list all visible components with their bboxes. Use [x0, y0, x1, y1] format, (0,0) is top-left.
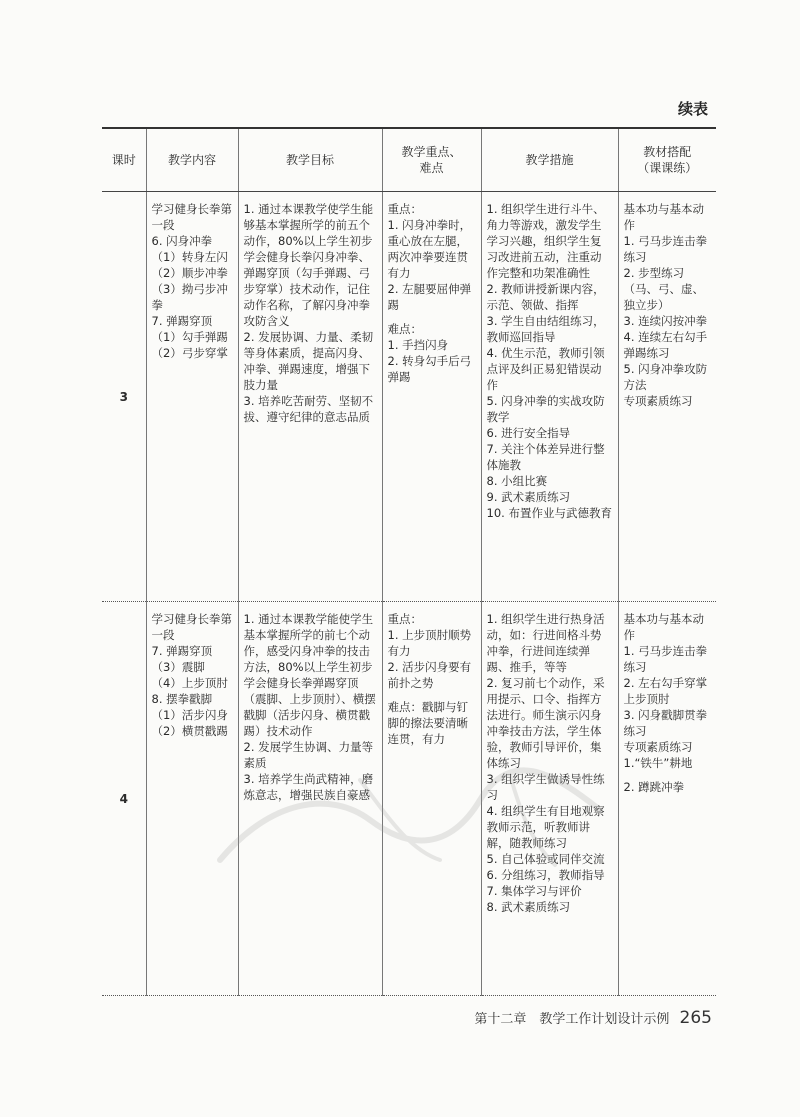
cell-line: （3）震脚	[151, 660, 205, 674]
cell-line: 3. 连续闪按冲拳	[623, 314, 708, 328]
header-measures: 教学措施	[481, 128, 618, 192]
header-content: 教学内容	[146, 128, 238, 192]
table-row	[102, 192, 716, 602]
cell-line: 难点：	[387, 322, 422, 336]
cell-line: 6. 闪身冲拳	[151, 234, 213, 248]
cell-line: （2）弓步穿掌	[151, 346, 228, 360]
cell-line: 9. 武术素质练习	[486, 490, 571, 504]
cell-line: 1. 闪身冲拳时，重心放在左腿，两次冲拳要连贯有力	[387, 218, 472, 280]
cell-line: 1. 组织学生进行热身活动，如：行进间格斗势冲拳，行进间连续弹踢、推手，等等	[486, 612, 605, 674]
cell-line: 4. 连续左右勾手弹踢练习	[623, 330, 708, 360]
cell-line: 8. 摆拳戳脚	[151, 692, 213, 706]
cell-line: 6. 进行安全指导	[486, 426, 571, 440]
cell-line: 2. 活步闪身要有前扑之势	[387, 660, 472, 690]
header-materials: 教材搭配 （课课练）	[618, 128, 716, 192]
teaching-plan-table	[102, 127, 716, 996]
cell-line	[388, 691, 476, 699]
cell-line: 3. 学生自由结组练习，教师巡回指导	[486, 314, 605, 344]
cell-line: 2. 左腿要屈伸弹踢	[387, 282, 472, 312]
cell-line: 2. 步型练习（马、弓、虚、独立步）	[623, 266, 704, 312]
header-key-points: 教学重点、 难点	[382, 128, 481, 192]
cell-line: 5. 闪身冲拳攻防方法	[623, 362, 708, 392]
chapter-title: 第十二章 教学工作计划设计示例	[474, 1012, 670, 1027]
materials-cell	[618, 602, 716, 996]
cell-line: 5. 自己体验或同伴交流	[486, 852, 605, 866]
cell-line: 2. 教师讲授新课内容，示范、领做、指挥	[486, 282, 605, 312]
goal-cell	[238, 192, 382, 602]
cell-line: 重点：	[387, 612, 422, 626]
cell-line: 7. 集体学习与评价	[486, 884, 582, 898]
header-goal: 教学目标	[238, 128, 382, 192]
cell-line: （4）上步顶肘	[151, 676, 228, 690]
cell-line: 2. 转身勾手后弓弹踢	[387, 354, 472, 384]
table-row	[102, 602, 716, 996]
cell-line: （1）勾手弹踢	[151, 330, 228, 344]
header-lesson: 课时	[102, 128, 146, 192]
cell-line: 学习健身长拳第一段	[151, 612, 232, 642]
cell-line: （2）横贯戳踢	[151, 724, 228, 738]
cell-line: 1. 上步顶肘顺势有力	[387, 628, 472, 658]
cell-line: 1. 弓马步连击拳练习	[623, 644, 708, 674]
cell-line: 5. 闪身冲拳的实战攻防教学	[486, 394, 605, 424]
cell-line: 4. 组织学生有目地观察教师示范，听教师讲解，随教师练习	[486, 804, 605, 850]
cell-line: 1. 通过本课教学能使学生基本掌握所学的前七个动作，感受闪身冲拳的技击方法，80%以上学生初步学会健身长拳弹踢穿顶（震脚、上步顶肘）、横摆戳脚（活步闪身、横贯戳踢）技术动作	[243, 612, 376, 738]
cell-line: （1）转身左闪	[151, 250, 228, 264]
lesson-number: 4	[102, 602, 146, 996]
cell-line: 4. 优生示范，教师引领点评及纠正易犯错误动作	[486, 346, 605, 392]
cell-line: 1.“铁牛”耕地	[623, 756, 693, 770]
cell-line: 3. 闪身戳脚贯拳练习	[623, 708, 708, 738]
content-cell	[146, 192, 238, 602]
cell-line: （1）活步闪身	[151, 708, 228, 722]
cell-line: 学习健身长拳第一段	[151, 202, 232, 232]
cell-line: 8. 武术素质练习	[486, 900, 571, 914]
key-points-cell	[382, 192, 481, 602]
cell-line: 3. 培养吃苦耐劳、坚韧不拔、遵守纪律的意志品质	[243, 394, 374, 424]
cell-line: 1. 手挡闪身	[387, 338, 449, 352]
cell-line: 2. 蹲跳冲拳	[623, 780, 685, 794]
cell-line: 2. 发展学生协调、力量等素质	[243, 740, 374, 770]
cell-line: 1. 通过本课教学使学生能够基本掌握所学的前五个动作，80%以上学生初步学会健身长拳闪身冲拳、弹踢穿顶（勾手弹踢、弓步穿掌）技术动作，记住动作名称，了解闪身冲拳攻防含义	[243, 202, 374, 328]
cell-line	[624, 771, 712, 779]
cell-line: （2）顺步冲拳	[151, 266, 228, 280]
cell-line: 7. 关注个体差异进行整体施教	[486, 442, 605, 472]
cell-line: 难点：戳脚与钉脚的擦法要清晰连贯，有力	[387, 700, 468, 746]
cell-line: 1. 弓马步连击拳练习	[623, 234, 708, 264]
cell-line: （3）拗弓步冲拳	[151, 282, 228, 312]
cell-line: 6. 分组练习，教师指导	[486, 868, 605, 882]
cell-line: 3. 组织学生做诱导性练习	[486, 772, 605, 802]
cell-line: 3. 培养学生尚武精神，磨炼意志，增强民族自豪感	[243, 772, 374, 802]
cell-line: 2. 左右勾手穿掌上步顶肘	[623, 676, 708, 706]
cell-line: 7. 弹踢穿顶	[151, 644, 213, 658]
cell-line: 重点：	[387, 202, 422, 216]
table-header-row	[102, 128, 716, 192]
page-number: 265	[679, 1008, 712, 1028]
measures-cell	[481, 192, 618, 602]
cell-line: 7. 弹踢穿顶	[151, 314, 213, 328]
cell-line: 基本功与基本动作	[623, 202, 704, 232]
cell-line: 2. 发展协调、力量、柔韧等身体素质，提高闪身、冲拳、弹踢速度，增强下肢力量	[243, 330, 374, 392]
cell-line: 10. 布置作业与武德教育	[486, 506, 612, 520]
lesson-number: 3	[102, 192, 146, 602]
cell-line: 8. 小组比赛	[486, 474, 548, 488]
goal-cell	[238, 602, 382, 996]
materials-cell	[618, 192, 716, 602]
cell-line	[388, 313, 476, 321]
continued-table-label: 续表	[677, 100, 708, 118]
cell-line: 基本功与基本动作	[623, 612, 704, 642]
page-footer	[474, 1008, 712, 1028]
cell-line: 专项素质练习	[623, 394, 693, 408]
content-cell	[146, 602, 238, 996]
key-points-cell	[382, 602, 481, 996]
cell-line: 2. 复习前七个动作，采用提示、口令、指挥方法进行。师生演示闪身冲拳技击方法，学生体验，教师引导评价，集体练习	[486, 676, 605, 770]
measures-cell	[481, 602, 618, 996]
cell-line: 1. 组织学生进行斗牛、角力等游戏，激发学生学习兴趣，组织学生复习改进前五动，注重动作完整和功架准确性	[486, 202, 605, 280]
cell-line: 专项素质练习	[623, 740, 693, 754]
